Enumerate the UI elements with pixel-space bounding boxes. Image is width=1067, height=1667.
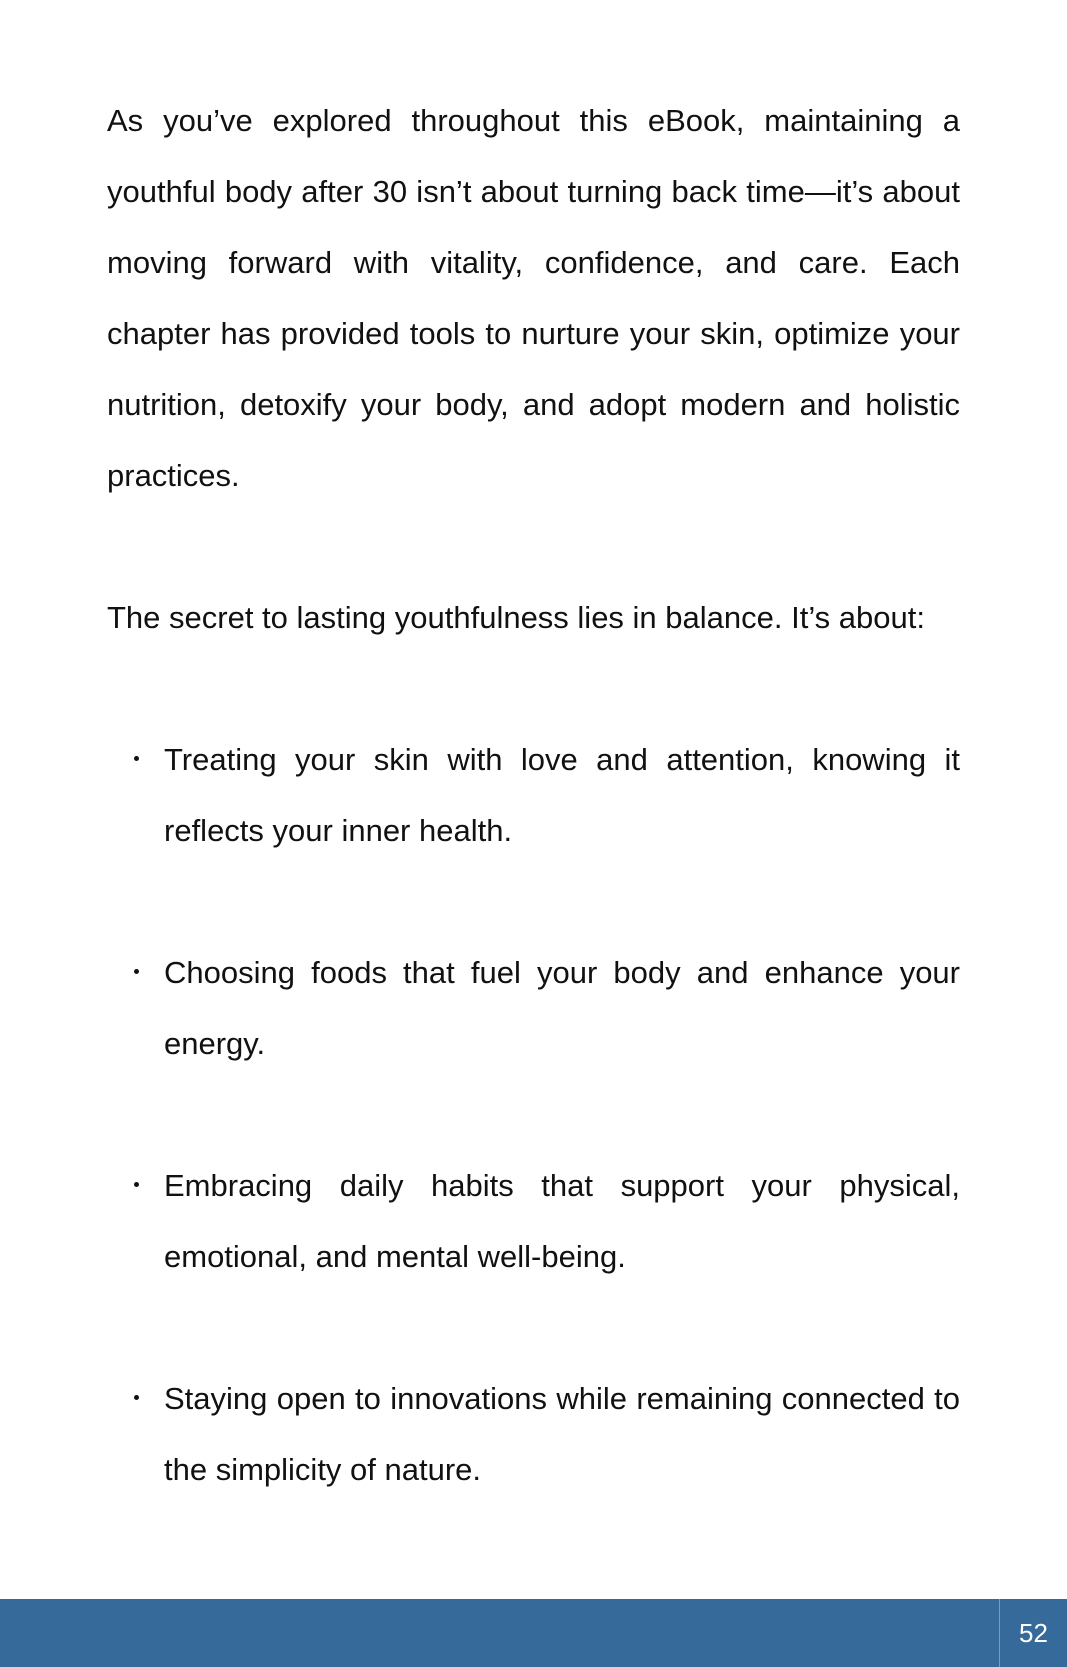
list-item-text: Choosing foods that fuel your body and enhance your energy. [164, 955, 960, 1061]
list-item-text: Treating your skin with love and attention, knowing it reflects your inner health. [164, 742, 960, 848]
balance-paragraph: The secret to lasting youthfulness lies in balance. It’s about: [107, 600, 925, 635]
list-item-text: Staying open to innovations while remaining connected to the simplicity of nature. [164, 1381, 960, 1487]
bullet-dot-icon [134, 1182, 139, 1187]
bullet-dot-icon [134, 1395, 139, 1400]
footer-bar [0, 1599, 1067, 1667]
list-item [107, 937, 960, 1079]
bullet-dot-icon [134, 969, 139, 974]
bullet-list [107, 724, 960, 1505]
bullet-dot-icon [134, 756, 139, 761]
list-item [107, 1363, 960, 1505]
page-body [107, 85, 960, 1505]
page-number: 52 [999, 1599, 1067, 1667]
list-item [107, 724, 960, 866]
list-item [107, 1150, 960, 1292]
list-item-text: Embracing daily habits that support your physical, emotional, and mental well-being. [164, 1168, 960, 1274]
intro-paragraph: As you’ve explored throughout this eBook, maintaining a youthful body after 30 isn’t about turning back time—it’s about moving forward with vitality, confidence, and care. Each chapter has provided tools to nurture your skin, optimize your nutrition, detoxify your body, and adopt modern and holistic practices. [107, 103, 960, 493]
